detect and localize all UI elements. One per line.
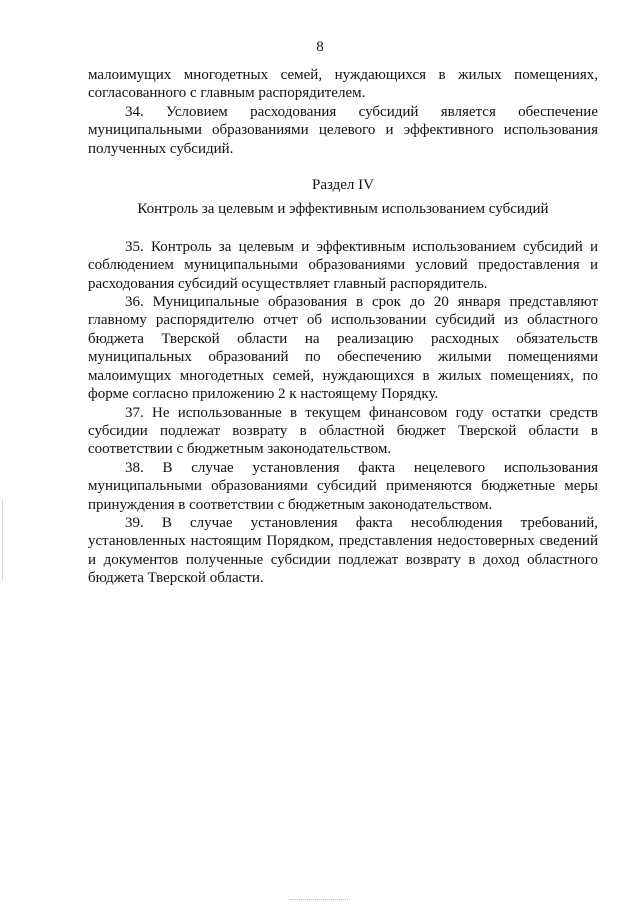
paragraph-continuation: малоимущих многодетных семей, нуждающихся в жилых помещениях, согласованного с главным распорядителем.	[88, 67, 598, 102]
document-body	[88, 66, 598, 588]
section-header	[88, 176, 598, 219]
page-number: 8	[316, 39, 324, 55]
paragraph-38: 38. В случае установления факта нецелевого использования муниципальными образованиями субсидий применяются бюджетные меры принуждения в соответствии с бюджетным законодательством.	[88, 459, 598, 513]
scan-bottom-dots	[290, 899, 350, 901]
paragraph-35: 35. Контроль за целевым и эффективным использованием субсидий и соблюдением муниципальными образованиями условий предоставления и расходования субсидий осуществляет главный распорядитель.	[88, 238, 598, 292]
section-heading: Раздел IV	[311, 177, 374, 194]
scan-edge-mark	[2, 500, 3, 580]
section-title: Контроль за целевым и эффективным использованием субсидий	[137, 201, 549, 218]
paragraph-37: 37. Не использованные в текущем финансовом году остатки средств субсидии подлежат возврату в областной бюджет Тверской области в соответствии с бюджетным законодательством.	[88, 404, 598, 458]
paragraph-34: 34. Условием расходования субсидий является обеспечение муниципальными образованиями целевого и эффективного использования полученных субсидий.	[88, 103, 598, 157]
paragraph-39: 39. В случае установления факта несоблюдения требований, установленных настоящим Порядком, представления недостоверных сведений и документов полученные субсидии подлежат возврату в доход областного бюджета Тверской области.	[88, 514, 598, 587]
paragraph-36: 36. Муниципальные образования в срок до 20 января представляют главному распорядителю отчет об использовании субсидий из областного бюджета Тверской области на реализацию расходных обязательств муниципальных образований по обеспечению жилыми помещениями малоимущих многодетных семей, нуждающихся в жилых помещениях, по форме согласно приложению 2 к настоящему Порядку.	[88, 294, 598, 403]
